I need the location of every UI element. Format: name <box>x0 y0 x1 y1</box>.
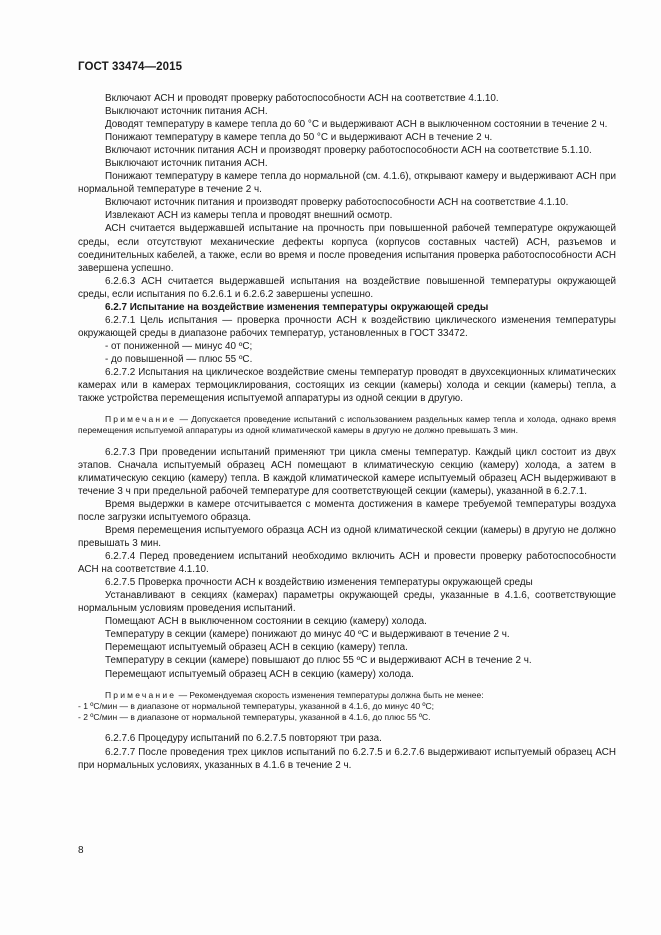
note-text: — Рекомендуемая скорость изменения температуры должна быть не менее: <box>176 689 484 700</box>
document-header: ГОСТ 33474—2015 <box>78 61 183 73</box>
paragraph: 6.2.7.6 Процедуру испытаний по 6.2.7.5 повторяют три раза. <box>105 733 382 745</box>
paragraph: Перемещают испытуемый образец АСН в секцию (камеру) тепла. <box>105 642 408 654</box>
paragraph: 6.2.7.2 Испытания на циклическое воздействие смены температур проводят в двухсекционных климатических камерах или в камерах термоциклирования, состоящих из секции (камеры) холода и секции (камеры) тепла, а также устройства перемещения испытуемой аппаратуры из одной секции в другую. <box>78 366 616 405</box>
paragraph: Выключают источник питания АСН. <box>105 106 268 118</box>
paragraph: 6.2.7.4 Перед проведением испытаний необходимо включить АСН и провести проверку работоспособности АСН на соответствие 4.1.10. <box>78 551 616 576</box>
paragraph: Доводят температуру в камере тепла до 60 °С и выдерживают АСН в выключенном состоянии в течение 2 ч. <box>105 119 608 131</box>
page-number: 8 <box>78 845 84 856</box>
section-heading: 6.2.7 Испытание на воздействие изменения температуры окружающей среды <box>105 301 489 313</box>
paragraph: 6.2.6.3 АСН считается выдержавшей испытания на воздействие повышенной температуры окружающей среды, если испытания по 6.2.6.1 и 6.2.6.2 завершены успешно. <box>78 275 616 300</box>
paragraph: Понижают температуру в камере тепла до 50 °С и выдерживают АСН в течение 2 ч. <box>105 132 493 144</box>
note-list-item: - 1 ºС/мин — в диапазоне от нормальной температуры, указанной в 4.1.6, до минус 40 ºС; <box>78 700 435 711</box>
page-body <box>78 92 616 772</box>
paragraph: Понижают температуру в камере тепла до нормальной (см. 4.1.6), открывают камеру и выдерживают АСН при нормальной температуре в течение 2 ч. <box>78 171 616 196</box>
note-label: Примечание <box>105 414 177 425</box>
note <box>78 690 616 701</box>
note-list-item: - 2 ºС/мин — в диапазоне от нормальной температуры, указанной в 4.1.6, до плюс 55 ºС. <box>78 712 431 723</box>
list-item: - от пониженной — минус 40 ºС; <box>105 340 253 352</box>
paragraph: 6.2.7.7 После проведения трех циклов испытаний по 6.2.7.5 и 6.2.7.6 выдерживают испытуемый образец АСН при нормальных условиях, указанных в 4.1.6 в течение 2 ч. <box>78 746 616 771</box>
paragraph: Включают АСН и проводят проверку работоспособности АСН на соответствие 4.1.10. <box>105 93 499 104</box>
paragraph: 6.2.7.1 Цель испытания — проверка прочности АСН к воздействию циклического изменения температуры окружающей среды в диапазоне рабочих температур, установленных в ГОСТ 33472. <box>78 314 616 339</box>
paragraph: Температуру в секции (камере) повышают до плюс 55 ºС и выдерживают АСН в течение 2 ч. <box>105 655 532 667</box>
paragraph: 6.2.7.5 Проверка прочности АСН к воздействию изменения температуры окружающей среды <box>105 577 533 589</box>
note <box>78 414 616 437</box>
list-item: - до повышенной — плюс 55 ºС. <box>105 353 253 365</box>
paragraph: Температуру в секции (камере) понижают до минус 40 ºС и выдерживают в течение 2 ч. <box>105 629 510 641</box>
paragraph: Время перемещения испытуемого образца АСН из одной климатической секции (камеры) в другую не должно превышать 3 мин. <box>78 525 616 550</box>
paragraph: 6.2.7.3 При проведении испытаний применяют три цикла смены температур. Каждый цикл состоит из двух этапов. Сначала испытуемый образец АСН помещают в климатическую секцию (камеру) холода, а затем в климатическую секцию (камеру) тепла. В каждой климатической камере испытуемый образец АСН выдерживают в течение 3 ч при предельной рабочей температуре для соответствующей секции (камеры), указанной в 6.2.7.1. <box>78 446 616 497</box>
paragraph: Включают источник питания и производят проверку работоспособности АСН на соответствие 4.1.10. <box>105 197 569 209</box>
paragraph: АСН считается выдержавшей испытание на прочность при повышенной рабочей температуре окружающей среды, если отсутствуют механические дефекты корпуса (корпусов составных частей) АСН, разъемов и соединительных кабелей, а также, если во время и после проведения испытания проверка работоспособности АСН завершена успешно. <box>78 223 616 274</box>
note-label: Примечание <box>105 689 177 700</box>
paragraph: Время выдержки в камере отсчитывается с момента достижения в камере требуемой температуры воздуха после загрузки испытуемого образца. <box>78 498 616 523</box>
paragraph: Выключают источник питания АСН. <box>105 158 268 170</box>
note-text: — Допускается проведение испытаний с использованием раздельных камер тепла и холода, однако время перемещения испытуемой аппаратуры из одной климатической камеры в другую не должно превышать 3 мин. <box>78 414 616 436</box>
paragraph: Устанавливают в секциях (камерах) параметры окружающей среды, указанные в 4.1.6, соответствующие нормальным условиям проведения испытаний. <box>78 590 616 615</box>
paragraph: Перемещают испытуемый образец АСН в секцию (камеру) холода. <box>105 668 414 680</box>
paragraph: Извлекают АСН из камеры тепла и проводят внешний осмотр. <box>105 210 393 222</box>
paragraph: Включают источник питания АСН и производят проверку работоспособности АСН на соответствие 5.1.10. <box>105 145 592 157</box>
paragraph: Помещают АСН в выключенном состоянии в секцию (камеру) холода. <box>105 616 427 628</box>
